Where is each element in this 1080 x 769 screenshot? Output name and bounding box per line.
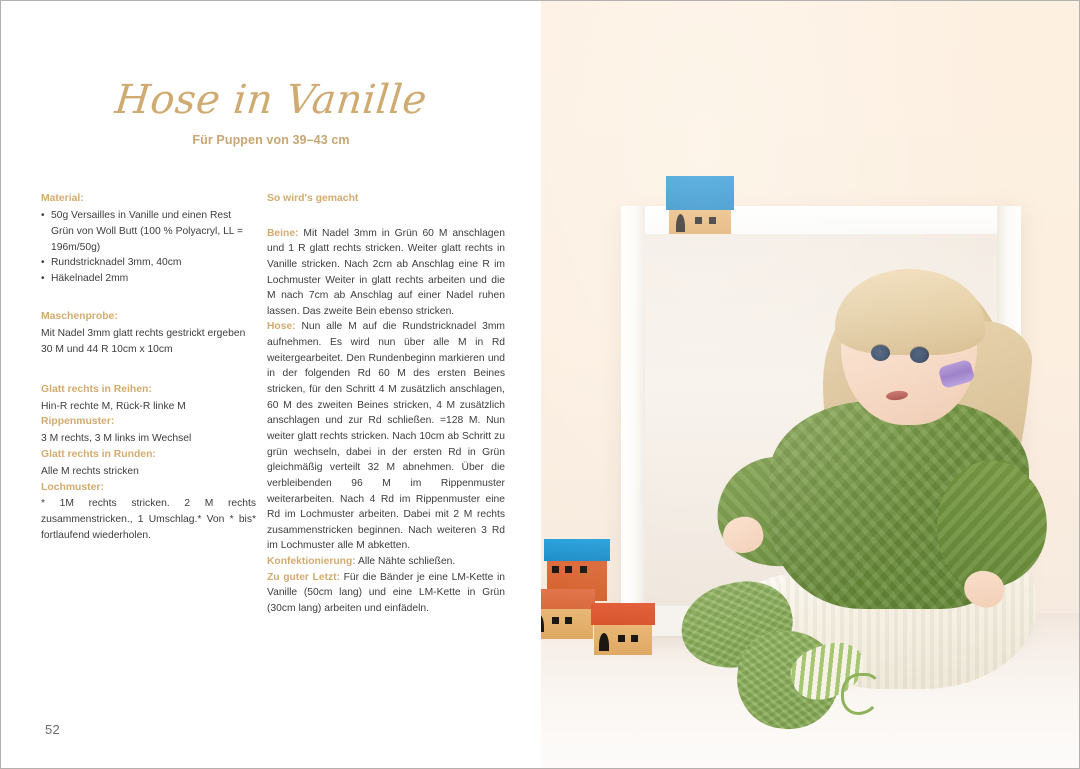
bootie-tie-cord: [841, 673, 881, 715]
instruction-section-pants: [267, 319, 505, 554]
doll-hair-front: [835, 269, 985, 355]
pattern-heading-rib: Rippenmuster:: [41, 416, 115, 428]
page-subtitle: Für Puppen von 39–43 cm: [192, 133, 350, 147]
gauge-text: Mit Nadel 3mm glatt rechts gestrickt ergeben 30 M und 44 R 10cm x 10cm: [41, 327, 246, 355]
pattern-heading-lace: Lochmuster:: [41, 481, 104, 493]
house-roof: [544, 539, 610, 561]
instruction-label-finishing: Zu guter Letzt:: [267, 571, 341, 583]
page-title: Hose in Vanille: [112, 77, 430, 123]
instruction-label-assembly: Konfektionierung:: [267, 556, 356, 568]
wooden-house-orange-roof-icon: [591, 603, 655, 655]
instructions-column: [267, 191, 505, 617]
materials-column: [41, 191, 256, 544]
house-window: [618, 635, 625, 642]
pattern-text-lace: * 1M rechts stricken. 2 M rechts zusammenstricken., 1 Umschlag.* Von * bis* fortlaufend wiederholen.: [41, 498, 256, 542]
instruction-text-assembly: Alle Nähte schließen.: [355, 556, 456, 568]
pattern-heading-rows: Glatt rechts in Reihen:: [41, 383, 152, 395]
house-window: [565, 566, 572, 573]
doll-eye-left: [871, 345, 890, 361]
instruction-text-finishing: Für die Bänder je eine LM-Kette in Vanille (50cm lang) und eine LM-Kette in Grün (30cm lang) arbeiten und einfädeln.: [267, 571, 506, 614]
instruction-label-pants: Hose:: [267, 321, 296, 333]
pattern-heading-rounds: Glatt rechts in Runden:: [41, 449, 156, 461]
list-item: • 50g Versailles in Vanille und einen Rest Grün von Woll Butt (100 % Polyacryl, LL = 196m/50g): [41, 208, 256, 256]
instruction-section-assembly: [267, 554, 505, 570]
pattern-text-rows: Hin-R rechte M, Rück-R linke M: [41, 400, 186, 412]
list-item: • Rundstricknadel 3mm, 40cm: [41, 255, 256, 271]
house-roof: [541, 589, 595, 609]
instruction-text-legs: Mit Nadel 3mm in Grün 60 M anschlagen und 1 R glatt rechts stricken. Weiter glatt rechts in Vanille stricken. Nach 2cm ab Anschlag eine R im Lochmuster Weiter in glatt rechts arbeiten und die M nach 7cm ab Anschlag auf einer Nadel ruhen lassen. Das zweite Bein ebenso stricken.: [267, 227, 505, 317]
pattern-text-rounds: Alle M rechts stricken: [41, 465, 139, 477]
house-window: [565, 617, 572, 624]
instruction-section-legs: [267, 226, 505, 320]
right-photo-page: [541, 1, 1080, 768]
list-item: • Häkelnadel 2mm: [41, 271, 256, 287]
material-list: [41, 208, 256, 288]
left-text-page: [1, 1, 541, 768]
house-window: [552, 617, 559, 624]
wooden-house-orange-roof-icon: [541, 589, 595, 639]
house-window: [631, 635, 638, 642]
gauge-heading: Maschenprobe:: [41, 311, 118, 323]
doll-eye-right: [910, 347, 929, 363]
material-heading: Material:: [41, 193, 84, 204]
title-block: [1, 79, 541, 147]
instruction-label-legs: Beine:: [267, 227, 299, 239]
house-window: [552, 566, 559, 573]
house-door: [599, 633, 609, 651]
instruction-text-pants: Nun alle M auf die Rundstricknadel 3mm aufnehmen. Es wird nun über alle M in Rd weitergearbeitet. Den Rundenbeginn markieren und in der folgenden Rd 60 M des ersten Beines stricken, für den Schritt 4 M zusätzlich anschlagen, 60 M des zweiten Beines stricken, 4 M zusätzlich anschlagen und zur Rd schließen. =128 M. Nun weiter glatt rechts stricken. Nach 10cm ab Schritt zu grün wechseln, dabei in der ersten Rd in Grün gleichmäßig verteilt 32 M abnehmen. Über die verbleibenden 96 M im Rippenmuster weiterarbeiten. Nach 4 Rd im Rippenmuster eine Rd im Lochmuster arbeiten. Dabei mit 2 M rechts zusammenstricken beginnen. Nach weiteren 3 Rd im Lochmuster alle M abketten.: [267, 321, 505, 552]
pattern-text-rib: 3 M rechts, 3 M links im Wechsel: [41, 433, 192, 445]
page-number: 52: [45, 722, 61, 737]
instructions-heading: So wird's gemacht: [267, 193, 359, 204]
instruction-section-finishing: [267, 570, 505, 617]
house-window: [580, 566, 587, 573]
house-roof: [591, 603, 655, 625]
